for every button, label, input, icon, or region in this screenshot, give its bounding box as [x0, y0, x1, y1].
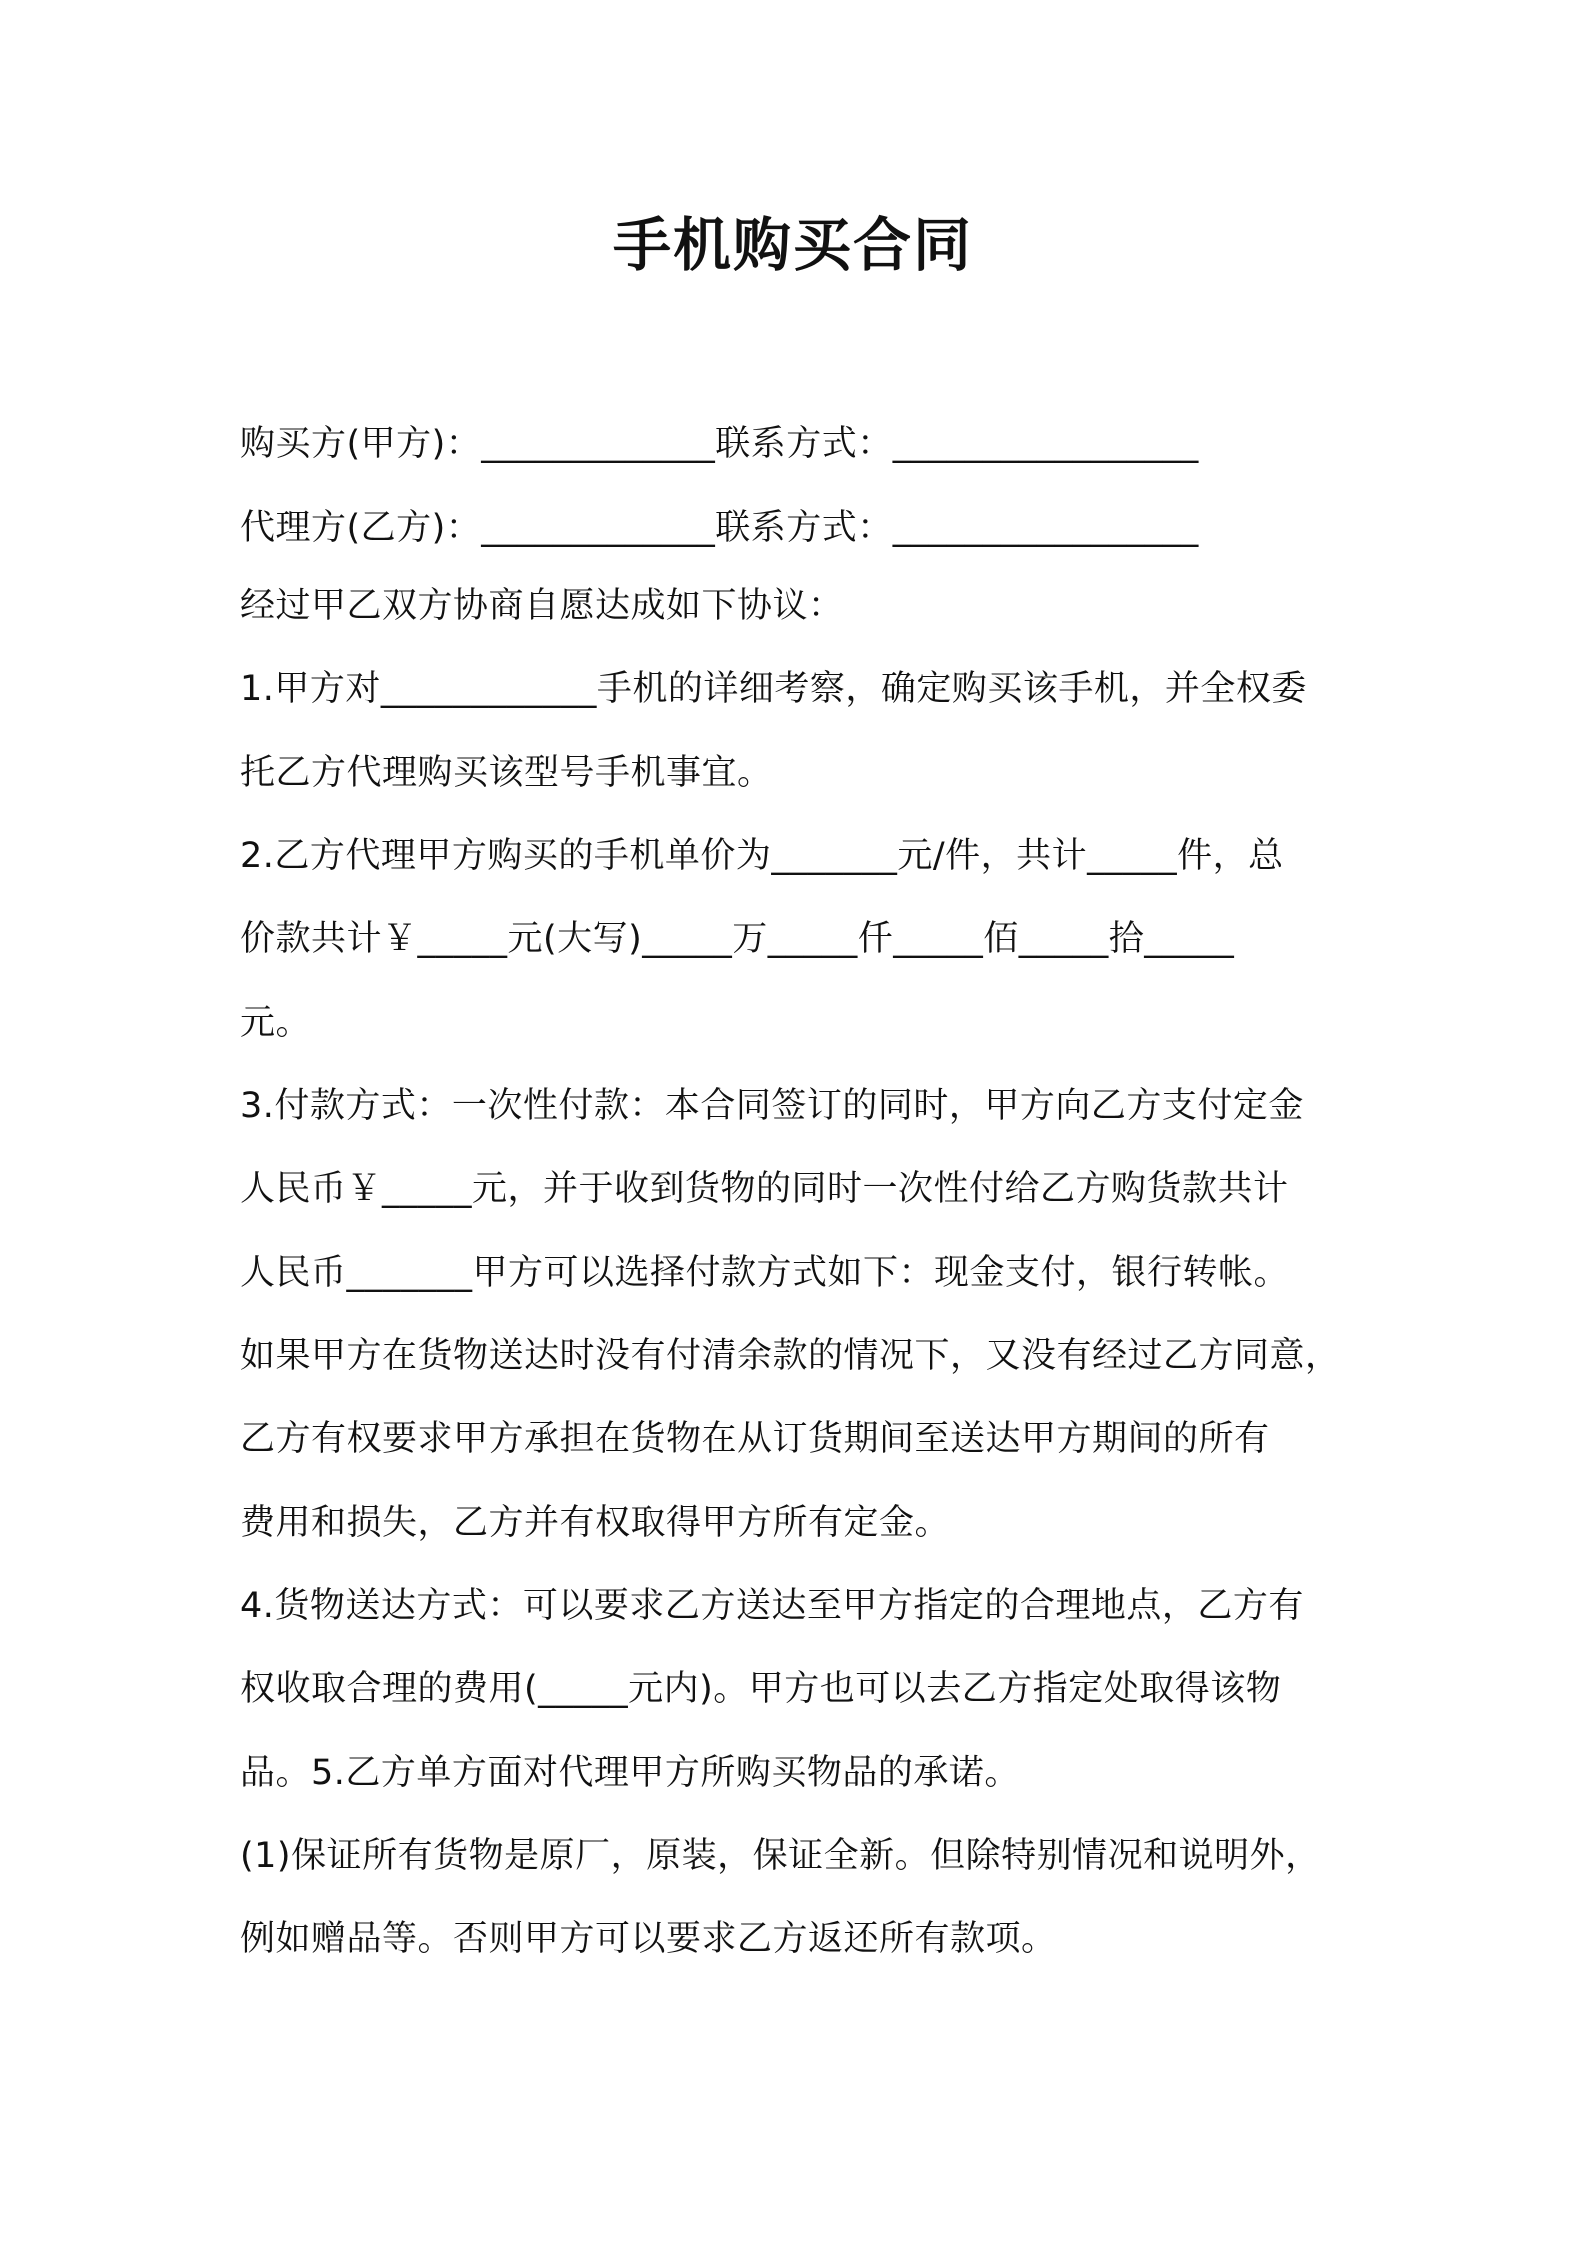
clause-4-line-1: 4.货物送达方式：可以要求乙方送达至甲方指定的合理地点，乙方有 [240, 1586, 1304, 1626]
clause-2-line-1: 2.乙方代理甲方购买的手机单价为_______元/件，共计_____件，总 [240, 836, 1284, 876]
clause-3-line-3: 人民币_______甲方可以选择付款方式如下：现金支付，银行转帐。 [240, 1253, 1290, 1293]
clause-3-line-1: 3.付款方式：一次性付款：本合同签订的同时，甲方向乙方支付定金 [240, 1086, 1304, 1126]
clause-4-5-line: 品。5.乙方单方面对代理甲方所购买物品的承诺。 [240, 1753, 1020, 1793]
document-title: 手机购买合同 [612, 211, 973, 279]
clause-3-line-2: 人民币￥_____元，并于收到货物的同时一次性付给乙方购货款共计 [240, 1169, 1289, 1209]
clause-2-line-2: 价款共计￥_____元(大写)_____万_____仟_____佰_____拾_____ [240, 919, 1235, 959]
clause-3-line-6: 费用和损失，乙方并有权取得甲方所有定金。 [240, 1503, 951, 1543]
clause-2-line-3: 元。 [240, 1003, 312, 1043]
agreement-intro: 经过甲乙双方协商自愿达成如下协议： [240, 586, 844, 626]
clause-1-line-2: 托乙方代理购买该型号手机事宜。 [240, 753, 773, 793]
clause-1-line-1: 1.甲方对____________手机的详细考察，确定购买该手机，并全权委 [240, 669, 1307, 709]
clause-3-line-4: 如果甲方在货物送达时没有付清余款的情况下，又没有经过乙方同意， [240, 1336, 1341, 1376]
clause-5-1-line-2: 例如赠品等。否则甲方可以要求乙方返还所有款项。 [240, 1919, 1057, 1959]
buyer-party-line: 购买方(甲方)：_____________联系方式：_________________ [240, 424, 1199, 464]
clause-5-1-line-1: (1)保证所有货物是原厂，原装，保证全新。但除特别情况和说明外， [240, 1836, 1321, 1876]
clause-4-line-2: 权收取合理的费用(_____元内)。甲方也可以去乙方指定处取得该物 [240, 1669, 1282, 1709]
clause-3-line-5: 乙方有权要求甲方承担在货物在从订货期间至送达甲方期间的所有 [240, 1419, 1270, 1459]
agent-party-line: 代理方(乙方)：_____________联系方式：_________________ [240, 508, 1199, 548]
